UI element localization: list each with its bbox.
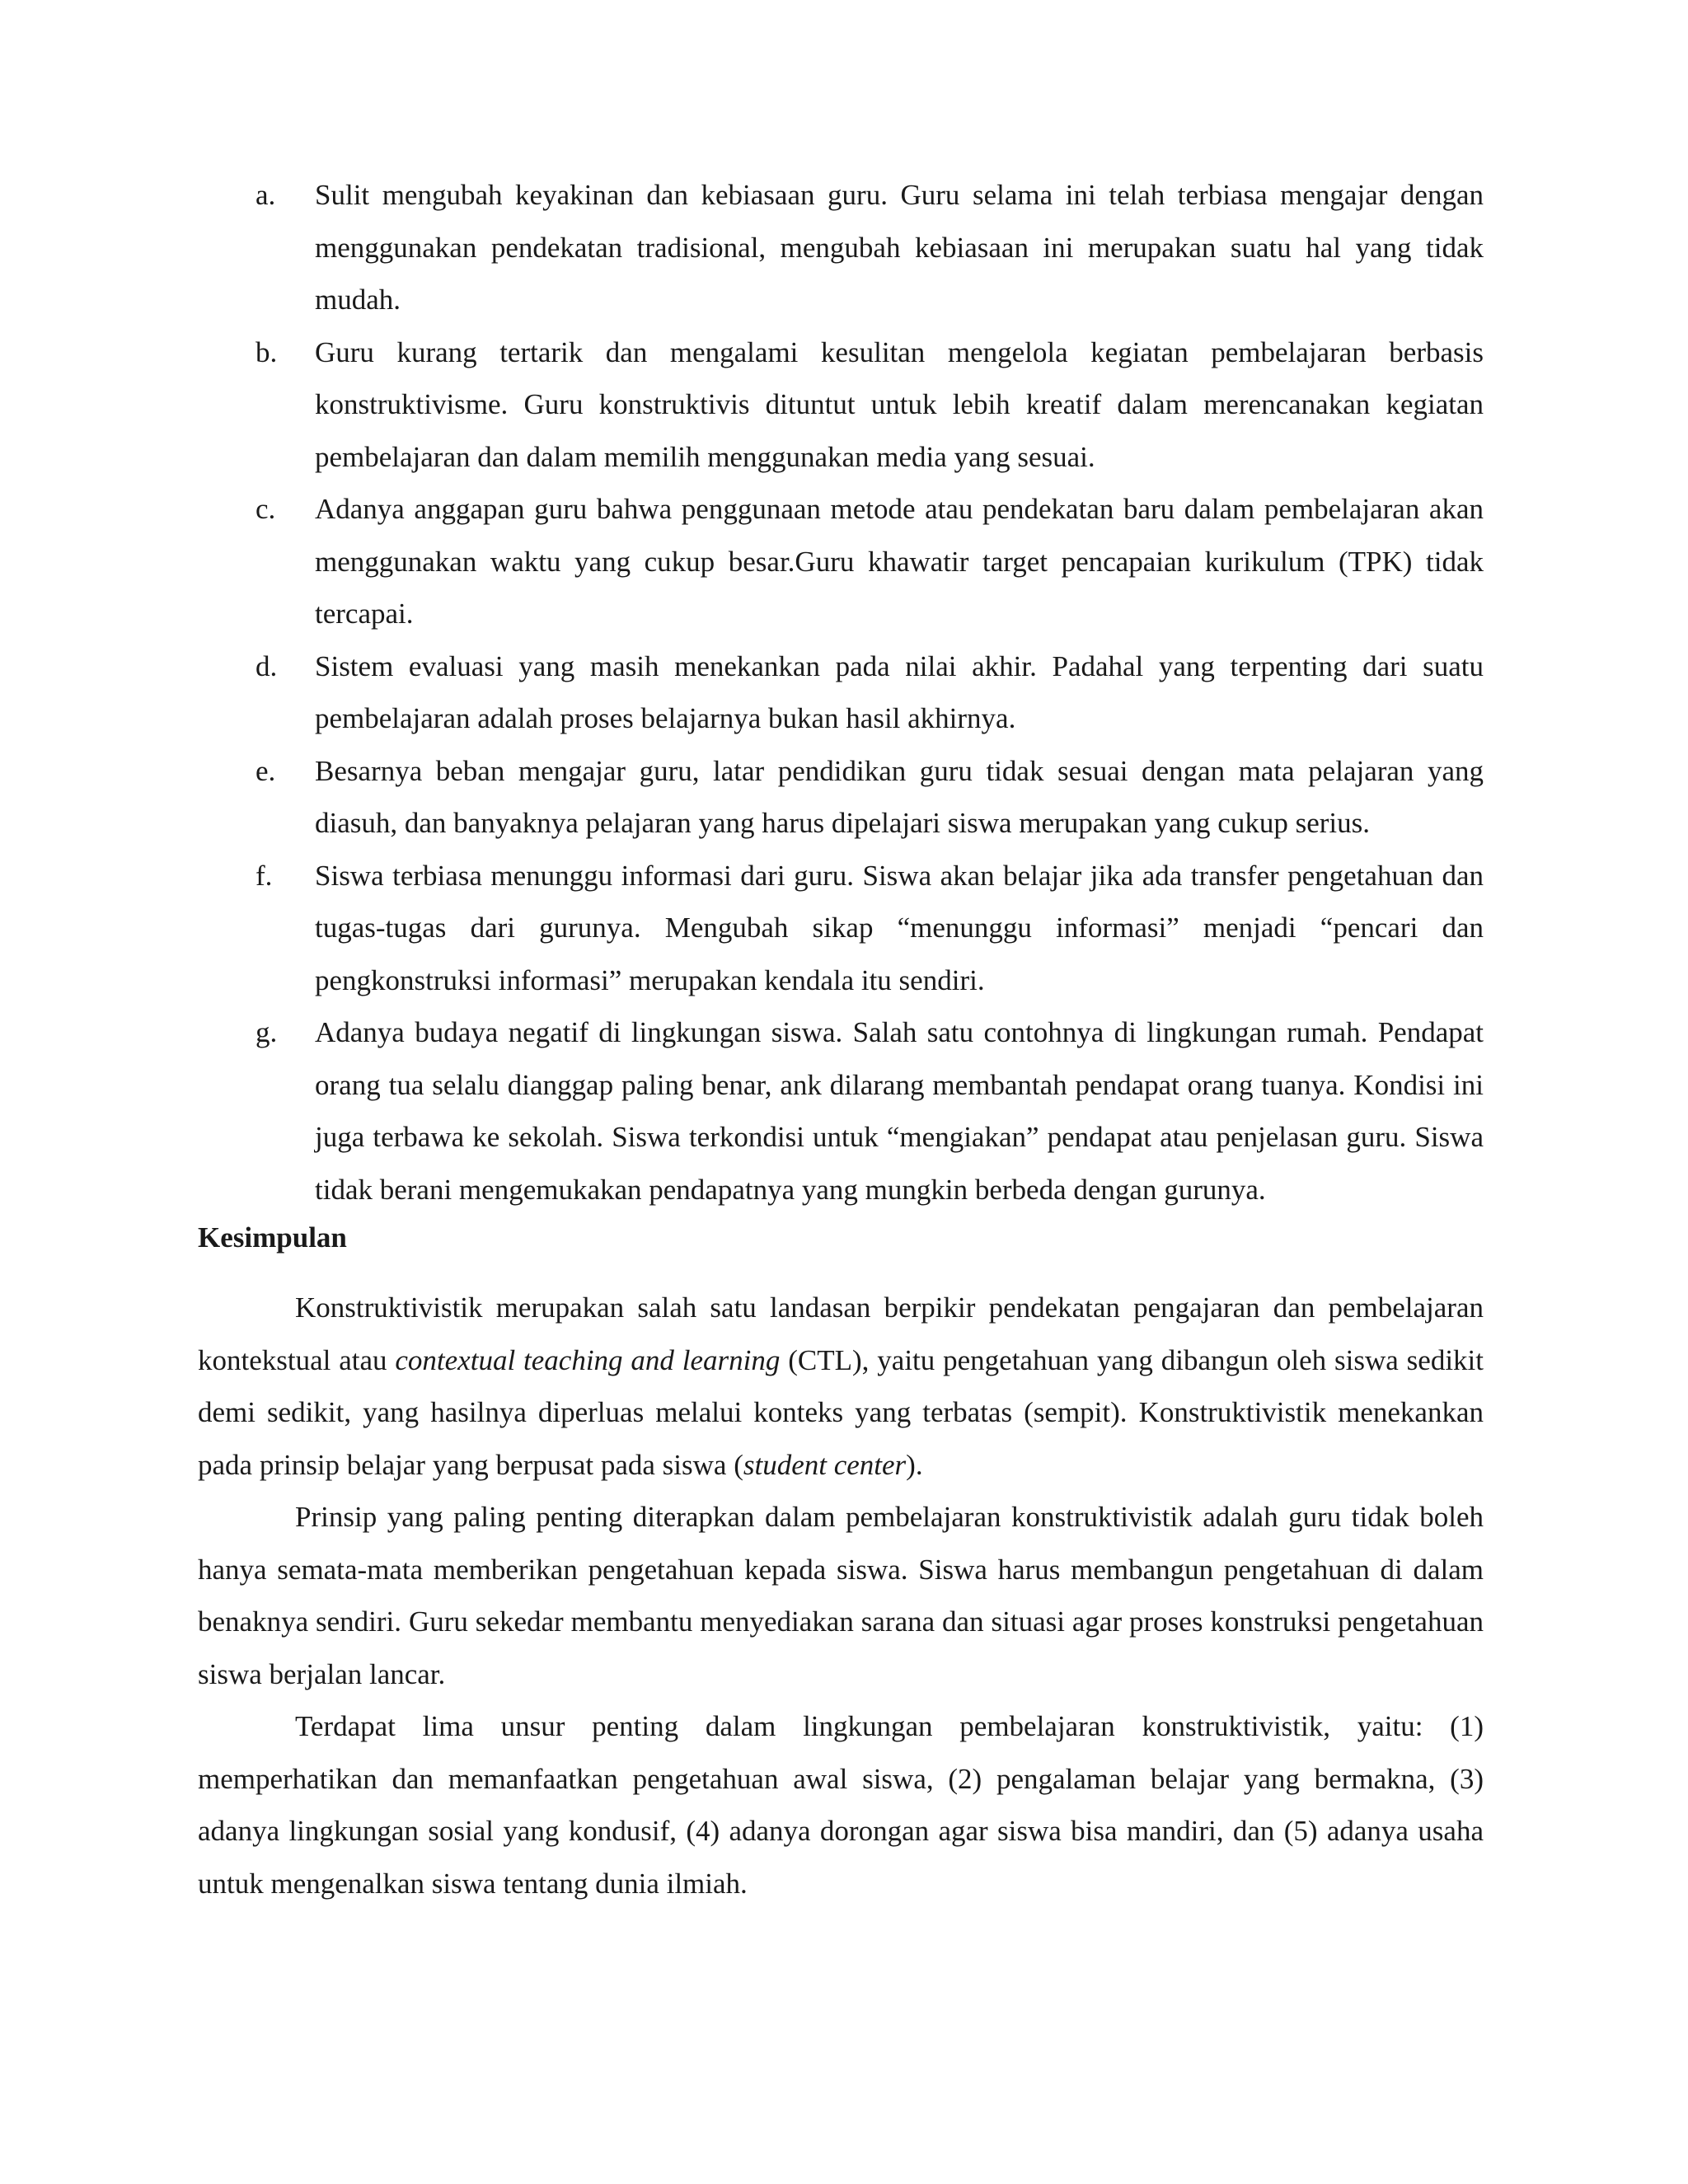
list-marker: e. <box>256 754 276 787</box>
italic-term: student center <box>743 1448 907 1481</box>
list-marker: g. <box>256 1016 278 1048</box>
conclusion-body <box>198 1282 1484 1910</box>
list-item <box>198 745 1484 850</box>
list-marker: f. <box>256 859 273 892</box>
list-item-text: Guru kurang tertarik dan mengalami kesulitan mengelola kegiatan pembelajaran berbasis konstruktivisme. Guru konstruktivis dituntut untuk lebih kreatif dalam merencanakan kegiatan pembelajaran dan dalam memilih menggunakan media yang sesuai. <box>315 335 1484 473</box>
list-item <box>198 169 1484 326</box>
list-item <box>198 483 1484 640</box>
list-item <box>198 850 1484 1007</box>
list-item-text: Sulit mengubah keyakinan dan kebiasaan guru. Guru selama ini telah terbiasa mengajar dengan menggunakan pendekatan tradisional, mengubah kebiasaan ini merupakan suatu hal yang tidak mudah. <box>315 179 1484 316</box>
obstacle-list <box>198 169 1484 1216</box>
list-item <box>198 640 1484 745</box>
section-heading-kesimpulan: Kesimpulan <box>198 1221 347 1254</box>
paragraph-3: Terdapat lima unsur penting dalam lingkungan pembelajaran konstruktivistik, yaitu: (1) memperhatikan dan memanfaatkan pengetahuan awal siswa, (2) pengalaman belajar yang bermakna, (3) adanya lingkungan sosial yang kondusif, (4) adanya dorongan agar siswa bisa mandiri, dan (5) adanya usaha untuk mengenalkan siswa tentang dunia ilmiah. <box>198 1710 1484 1900</box>
list-marker: c. <box>256 493 276 525</box>
paragraph-1 <box>198 1282 1484 1491</box>
list-item <box>198 1006 1484 1216</box>
list-item-text: Adanya budaya negatif di lingkungan siswa. Salah satu contohnya di lingkungan rumah. Pendapat orang tua selalu dianggap paling benar, ank dilarang membantah pendapat orang tuanya. Kondisi ini juga terbawa ke sekolah. Siswa terkondisi untuk “mengiakan” pendapat atau penjelasan guru. Siswa tidak berani mengemukakan pendapatnya yang mungkin berbeda dengan gurunya. <box>315 1016 1484 1206</box>
paragraph-text: Konstruktivistik merupakan salah satu landasan berpikir pendekatan pengajaran dan pembelajaran kontekstual atau <box>198 1291 1484 1376</box>
paragraph-text: ). <box>906 1448 923 1481</box>
list-marker: a. <box>256 179 276 211</box>
list-item-text: Sistem evaluasi yang masih menekankan pada nilai akhir. Padahal yang terpenting dari suatu pembelajaran adalah proses belajarnya bukan hasil akhirnya. <box>315 649 1484 734</box>
list-marker: d. <box>256 649 278 682</box>
paragraph-text: (CTL), yaitu pengetahuan yang dibangun oleh siswa sedikit demi sedikit, yang hasilnya diperluas melalui konteks yang terbatas (sempit). Konstruktivistik menekankan pada prinsip belajar yang berpusat pada siswa ( <box>198 1343 1484 1481</box>
italic-term: contextual teaching and learning <box>395 1343 781 1376</box>
paragraph-2: Prinsip yang paling penting diterapkan dalam pembelajaran konstruktivistik adalah guru tidak boleh hanya semata-mata memberikan pengetahuan kepada siswa. Siswa harus membangun pengetahuan di dalam benaknya sendiri. Guru sekedar membantu menyediakan sarana dan situasi agar proses konstruksi pengetahuan siswa berjalan lancar. <box>198 1501 1484 1690</box>
list-item-text: Adanya anggapan guru bahwa penggunaan metode atau pendekatan baru dalam pembelajaran akan menggunakan waktu yang cukup besar.Guru khawatir target pencapaian kurikulum (TPK) tidak tercapai. <box>315 493 1484 630</box>
list-item-text: Besarnya beban mengajar guru, latar pendidikan guru tidak sesuai dengan mata pelajaran yang diasuh, dan banyaknya pelajaran yang harus dipelajari siswa merupakan yang cukup serius. <box>315 754 1484 839</box>
list-item-text: Siswa terbiasa menunggu informasi dari guru. Siswa akan belajar jika ada transfer pengetahuan dan tugas-tugas dari gurunya. Mengubah sikap “menunggu informasi” menjadi “pencari dan pengkonstruksi informasi” merupakan kendala itu sendiri. <box>315 859 1484 996</box>
list-marker: b. <box>256 335 278 368</box>
list-item <box>198 326 1484 484</box>
